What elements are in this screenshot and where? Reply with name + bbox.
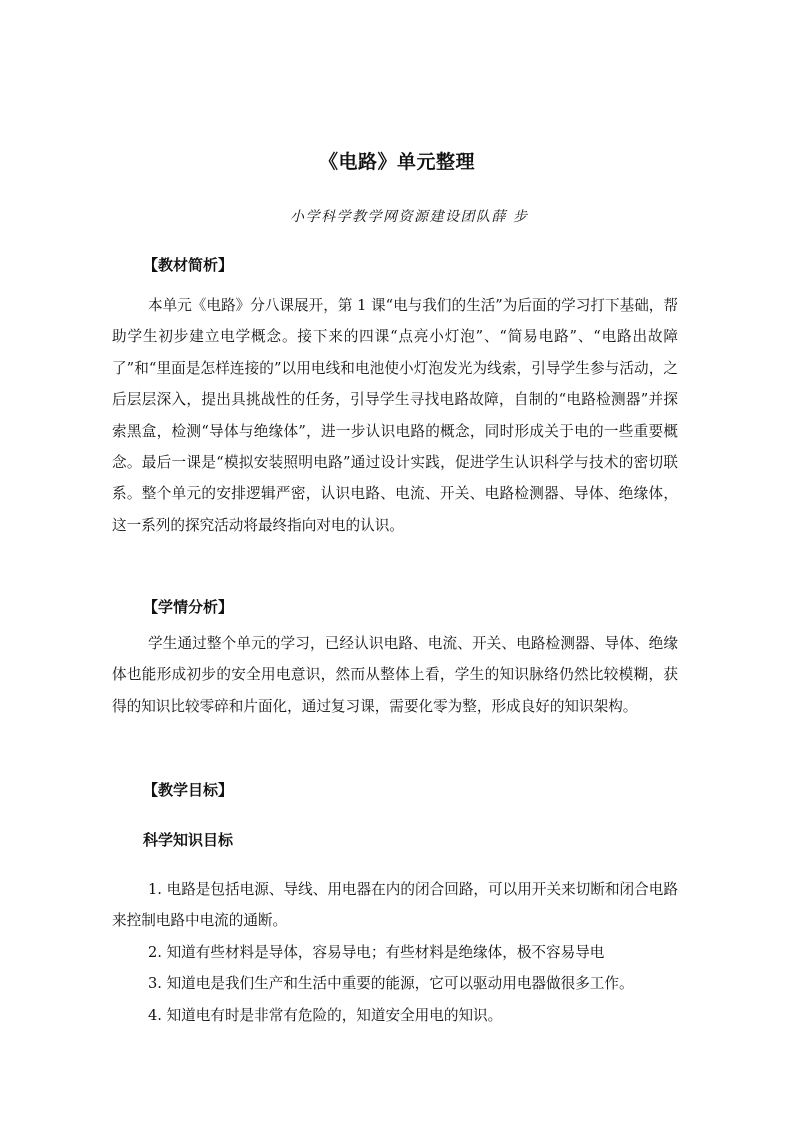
document-title: 《电路》单元整理	[318, 151, 475, 173]
list-item: 4. 知道电有时是非常有危险的，知道安全用电的知识。	[148, 1006, 503, 1024]
textbook-analysis-paragraph: 本单元《电路》分八课展开，第 1 课“电与我们的生活”为后面的学习打下基础，帮助学生初步建立电学概念。接下来的四课“点亮小灯泡”、“简易电路”、“电路出故障了”和“里面是怎样连接的”以用电线和电池使小灯泡发光为线索，引导学生参与活动，之后层层深入，提出具挑战性的任务，引导学生寻找电路故障，自制的“电路检测器”并探索黑盒，检测“导体与绝缘体”，进一步认识电路的概念，同时形成关于电的一些重要概念。最后一课是“模拟安装照明电路”通过设计实践，促进学生认识科学与技术的密切联系。整个单元的安排逻辑严密，认识电路、电流、开关、电路检测器、导体、绝缘体，这一系列的探究活动将最终指向对电的认识。	[112, 297, 678, 534]
section-heading-textbook: 【教材简析】	[143, 256, 234, 274]
knowledge-goals-list	[112, 874, 678, 1031]
student-analysis-paragraph: 学生通过整个单元的学习，已经认识电路、电流、开关、电路检测器、导体、绝缘体也能形成初步的安全用电意识，然而从整体上看，学生的知识脉络仍然比较模糊，获得的知识比较零碎和片面化，通过复习课，需要化零为整，形成良好的知识架构。	[112, 635, 678, 715]
section-heading-students: 【学情分析】	[143, 598, 234, 616]
author-byline: 小学科学教学网资源建设团队薛 步	[290, 209, 529, 225]
list-item: 3. 知道电是我们生产和生活中重要的能源，它可以驱动用电器做很多工作。	[148, 975, 634, 993]
knowledge-goals-subheading: 科学知识目标	[143, 831, 234, 849]
list-item: 1. 电路是包括电源、导线、用电器在内的闭合回路，可以用开关来切断和闭合电路来控制电路中电流的通断。	[112, 881, 678, 930]
section-heading-goals: 【教学目标】	[143, 781, 234, 799]
list-item: 2. 知道有些材料是导体，容易导电；有些材料是绝缘体，极不容易导电	[148, 943, 605, 961]
